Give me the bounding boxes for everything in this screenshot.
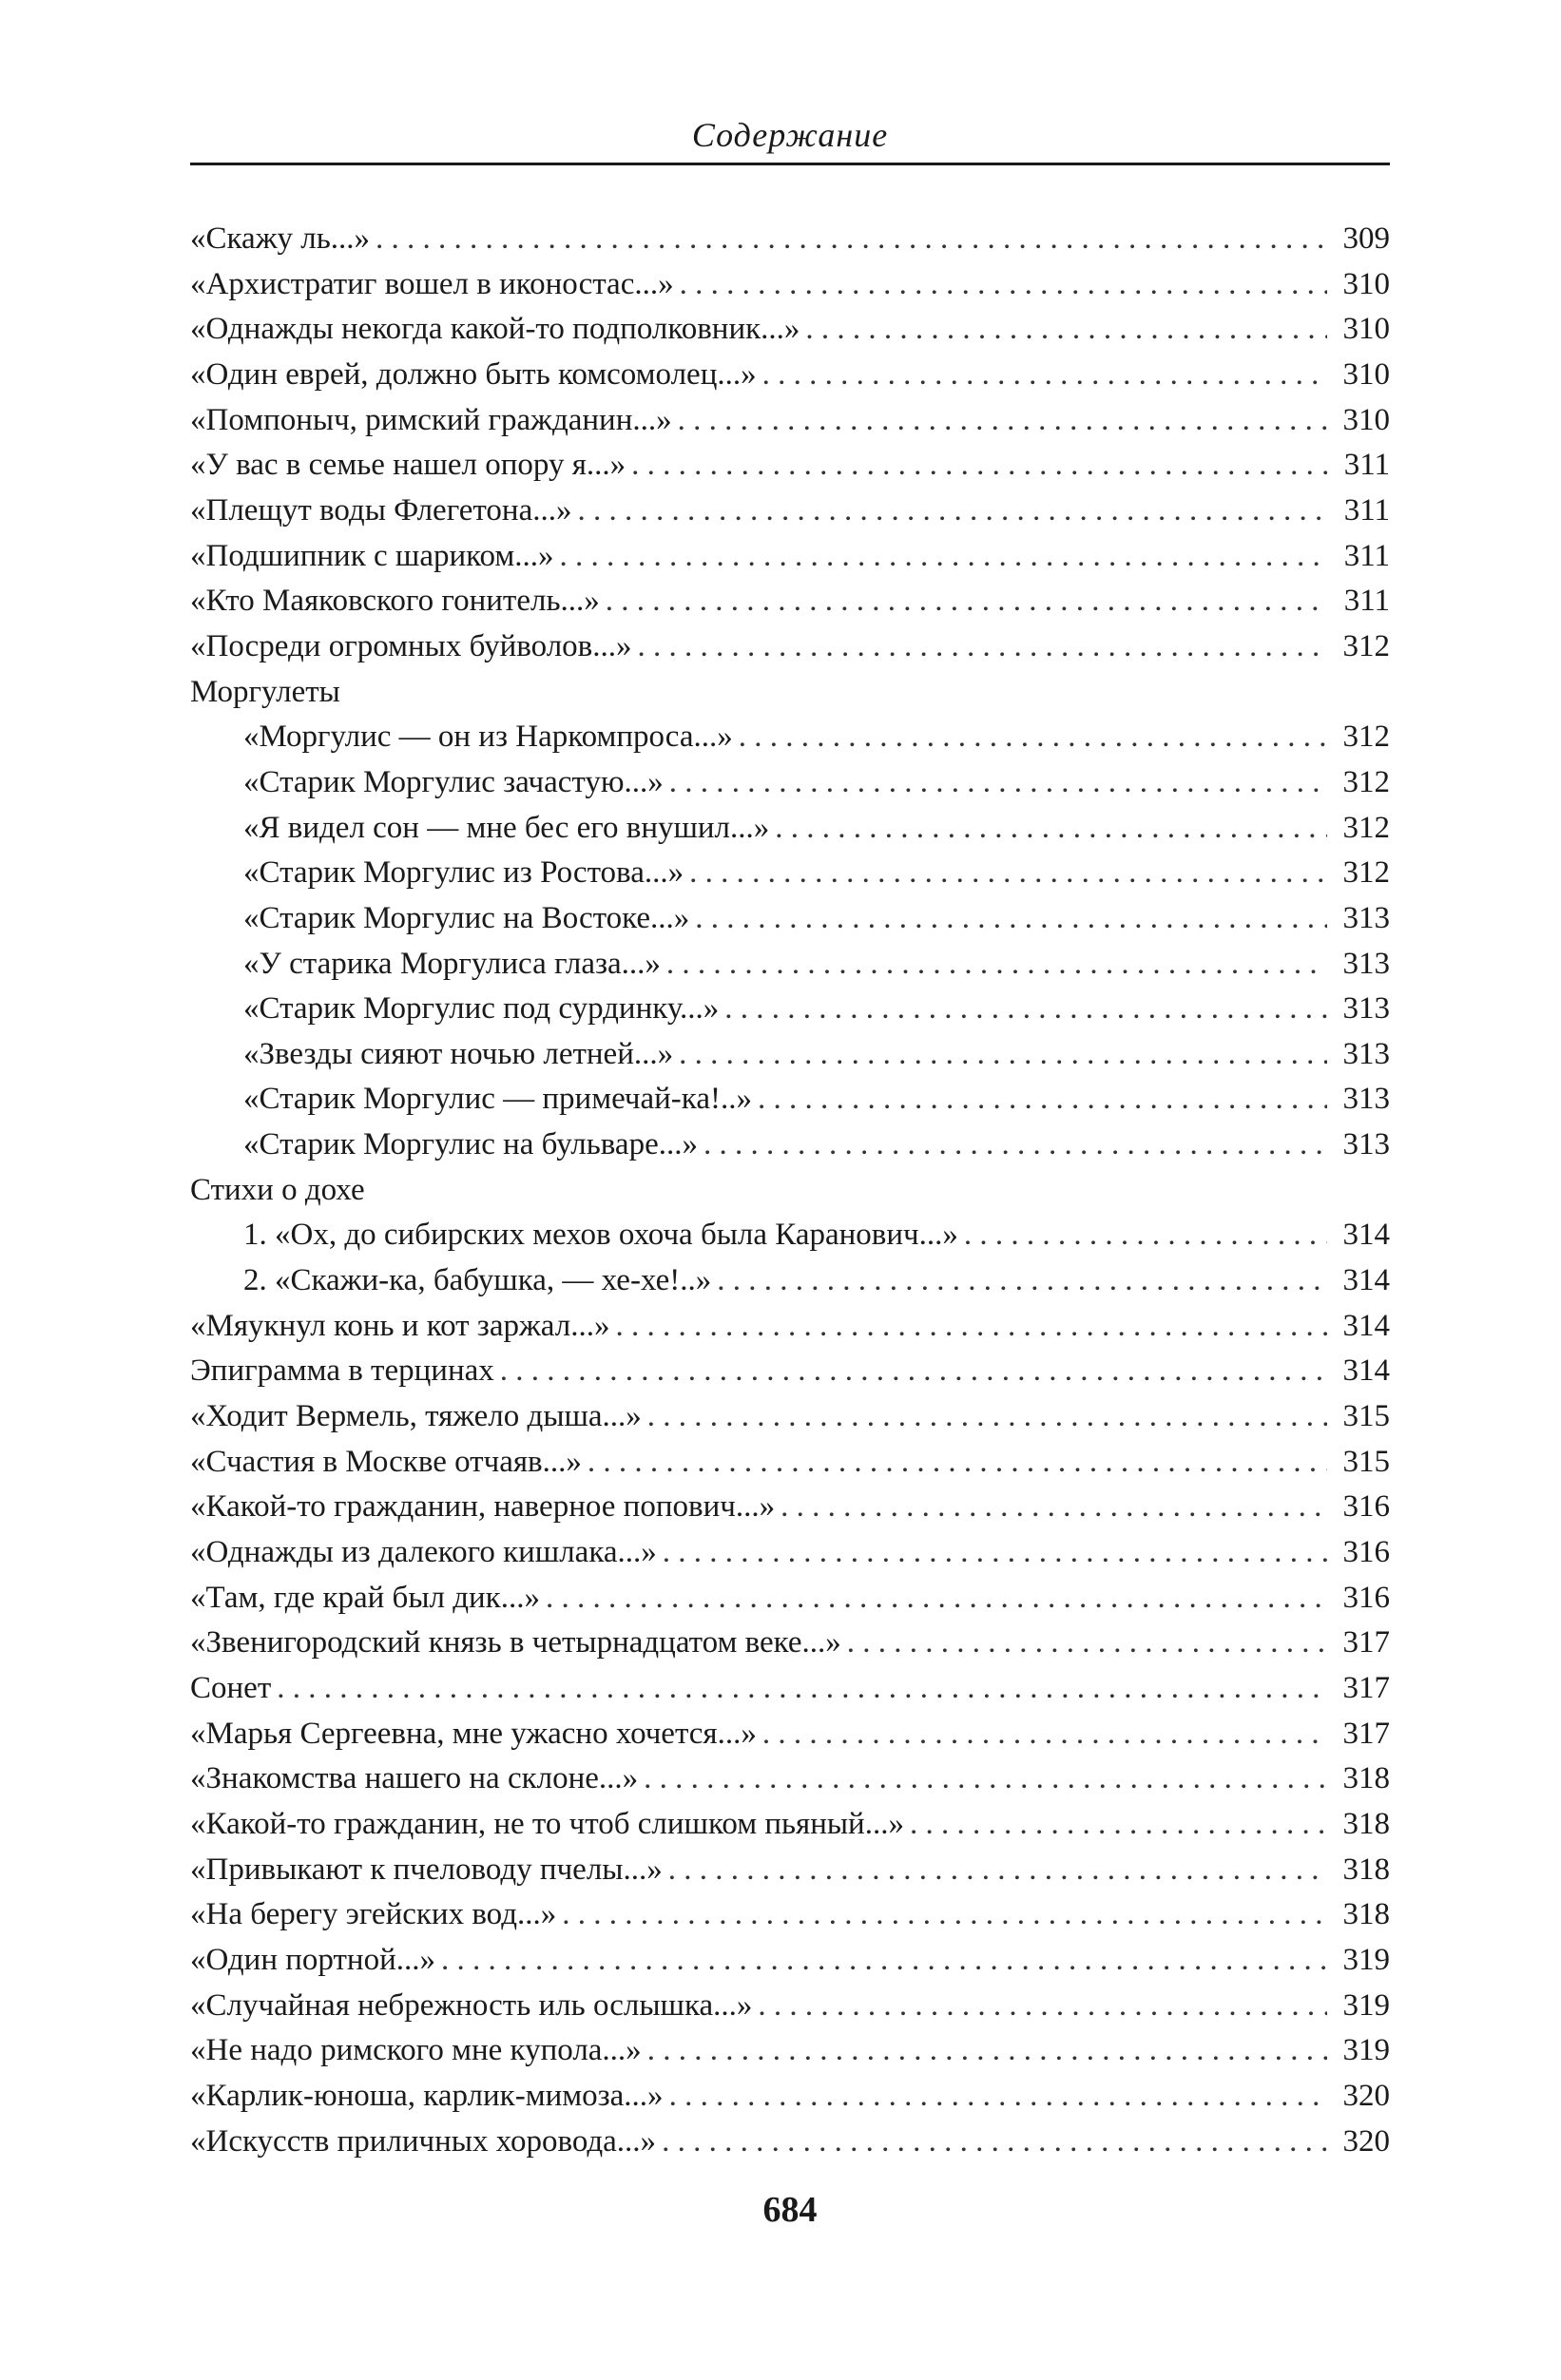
toc-entry (190, 1712, 1390, 1757)
toc-entry-page: 319 (1342, 1987, 1390, 2023)
toc-entry (190, 1848, 1390, 1893)
toc-entry-page: 313 (1342, 946, 1390, 981)
toc-entry-page: 318 (1342, 1852, 1390, 1887)
toc-dot-leader (717, 1258, 1327, 1304)
toc-entry (190, 624, 1390, 670)
toc-entry-title: Моргулеты (190, 674, 340, 709)
toc-dot-leader (606, 579, 1327, 624)
toc-entry (190, 307, 1390, 353)
toc-entry-title: «Марья Сергеевна, мне ужасно хочется...» (190, 1716, 757, 1751)
toc-entry (190, 760, 1390, 806)
toc-entry-page: 312 (1342, 764, 1390, 799)
toc-entry-title: «Скажу ль...» (190, 221, 371, 256)
toc-entry-page: 312 (1342, 855, 1390, 891)
toc-dot-leader (678, 398, 1327, 444)
toc-entry-page: 309 (1342, 221, 1390, 256)
toc-entry (190, 942, 1390, 988)
toc-dot-leader (615, 1304, 1327, 1350)
toc-entry-page: 314 (1342, 1353, 1390, 1389)
toc-entry-page: 313 (1342, 991, 1390, 1027)
toc-dot-leader (666, 942, 1327, 988)
toc-entry-title: «Знакомства нашего на склоне...» (190, 1761, 639, 1796)
toc-dot-leader (500, 1349, 1327, 1394)
toc-entry-title: «Старик Моргулис под сурдинку...» (243, 991, 720, 1027)
toc-dot-leader (559, 534, 1327, 580)
toc-dot-leader (631, 443, 1327, 489)
toc-dot-leader (647, 2028, 1327, 2074)
toc-entry-page: 310 (1342, 356, 1390, 392)
toc-entry (190, 896, 1390, 942)
toc-dot-leader (663, 1530, 1327, 1576)
toc-entry-page: 320 (1342, 2078, 1390, 2113)
toc-dot-leader (758, 1077, 1327, 1123)
toc-entry-title: «Старик Моргулис на бульваре...» (243, 1127, 698, 1162)
toc-entry-page: 319 (1342, 2033, 1390, 2068)
toc-entry-title: «Какой-то гражданин, наверное попович...» (190, 1489, 776, 1525)
toc-entry-title: «Там, где край был дик...» (190, 1580, 540, 1615)
toc-entry (190, 217, 1390, 262)
toc-entry (190, 1123, 1390, 1168)
toc-dot-leader (739, 715, 1327, 760)
toc-entry (190, 489, 1390, 534)
toc-entry (190, 1077, 1390, 1123)
toc-entry-page: 311 (1343, 448, 1390, 483)
toc-entry-title: «У вас в семье нашел опору я...» (190, 448, 626, 483)
toc-entry-title: «Помпоныч, римский гражданин...» (190, 402, 672, 437)
toc-entry-page: 311 (1343, 538, 1390, 573)
toc-dot-leader (669, 2074, 1327, 2120)
toc-entry (190, 2074, 1390, 2120)
toc-entry (190, 398, 1390, 444)
toc-entry-page: 317 (1342, 1625, 1390, 1660)
toc-entry (190, 1802, 1390, 1848)
toc-entry-page: 314 (1342, 1263, 1390, 1298)
toc-entry-page: 313 (1342, 1036, 1390, 1071)
toc-entry (190, 1530, 1390, 1576)
toc-entry-title: «Однажды из далекого кишлака...» (190, 1535, 657, 1570)
toc-entry-page: 318 (1342, 1806, 1390, 1841)
toc-section-heading (190, 670, 1390, 716)
toc-entry-page: 310 (1342, 402, 1390, 437)
toc-dot-leader (679, 1032, 1327, 1078)
toc-entry (190, 1938, 1390, 1984)
toc-entry-title: «Старик Моргулис зачастую...» (243, 764, 664, 799)
toc-entry (190, 806, 1390, 852)
toc-entry-page: 313 (1342, 1082, 1390, 1117)
toc-dot-leader (695, 896, 1327, 942)
toc-entry (190, 1394, 1390, 1440)
toc-entry (190, 262, 1390, 308)
toc-entry (190, 1984, 1390, 2029)
toc-entry-page: 310 (1342, 266, 1390, 301)
toc-entry-title: «Кто Маяковского гонитель...» (190, 584, 600, 619)
toc-dot-leader (847, 1621, 1327, 1666)
toc-entry-title: «Карлик-юноша, карлик-мимоза...» (190, 2078, 664, 2113)
toc-entry (190, 443, 1390, 489)
toc-entry-title: «Искусств приличных хоровода...» (190, 2123, 657, 2159)
toc-entry-page: 315 (1342, 1399, 1390, 1434)
toc-entry (190, 1440, 1390, 1486)
toc-entry-page: 315 (1342, 1444, 1390, 1479)
toc-entry (190, 1032, 1390, 1078)
toc-entry-page: 316 (1342, 1535, 1390, 1570)
toc-dot-leader (644, 1756, 1327, 1802)
toc-entry-page: 310 (1342, 312, 1390, 347)
toc-entry-title: 2. «Скажи-ка, бабушка, — хе-хе!..» (243, 1263, 712, 1298)
toc-entry-title: «Привыкают к пчеловоду пчелы...» (190, 1852, 663, 1887)
toc-entry-title: «Старик Моргулис — примечай-ка!..» (243, 1082, 752, 1117)
toc-dot-leader (780, 1485, 1327, 1530)
toc-entry (190, 1666, 1390, 1712)
page-number: 684 (762, 2190, 818, 2230)
toc-entry-title: «Старик Моргулис из Ростова...» (243, 855, 684, 891)
toc-entry (190, 2028, 1390, 2074)
toc-entry-page: 316 (1342, 1580, 1390, 1615)
toc-dot-leader (562, 1892, 1327, 1938)
toc-dot-leader (703, 1123, 1327, 1168)
toc-entry (190, 851, 1390, 896)
toc-entry-page: 311 (1343, 492, 1390, 528)
toc-entry (190, 1304, 1390, 1350)
toc-dot-leader (758, 1984, 1327, 2029)
toc-dot-leader (680, 262, 1327, 308)
toc-dot-leader (775, 806, 1327, 852)
toc-entry-title: «Плещут воды Флегетона...» (190, 492, 572, 528)
toc-entry-page: 319 (1342, 1942, 1390, 1977)
toc-entry (190, 1756, 1390, 1802)
toc-entry-title: «Звезды сияют ночью летней...» (243, 1036, 674, 1071)
toc-entry (190, 2120, 1390, 2165)
toc-entry-title: «Один портной...» (190, 1942, 435, 1977)
toc-entry-title: «Не надо римского мне купола...» (190, 2033, 642, 2068)
toc-entry-title: «У старика Моргулиса глаза...» (243, 946, 661, 981)
toc-dot-leader (277, 1666, 1327, 1712)
table-of-contents (190, 217, 1390, 2164)
toc-entry-title: «Архистратиг вошел в иконостас...» (190, 266, 674, 301)
toc-dot-leader (376, 217, 1327, 262)
toc-entry-title: 1. «Ох, до сибирских мехов охоча была Каранович...» (243, 1218, 958, 1253)
toc-entry-page: 318 (1342, 1897, 1390, 1932)
toc-entry-page: 312 (1342, 810, 1390, 845)
toc-dot-leader (910, 1802, 1327, 1848)
toc-entry-page: 311 (1343, 584, 1390, 619)
toc-entry (190, 1258, 1390, 1304)
toc-dot-leader (441, 1938, 1327, 1984)
toc-entry (190, 579, 1390, 624)
running-head: Содержание (691, 116, 889, 154)
toc-dot-leader (762, 353, 1327, 398)
toc-dot-leader (689, 851, 1327, 896)
toc-entry-page: 314 (1342, 1308, 1390, 1343)
toc-entry (190, 353, 1390, 398)
toc-entry (190, 1621, 1390, 1666)
toc-dot-leader (638, 624, 1328, 670)
toc-dot-leader (588, 1440, 1327, 1486)
toc-entry (190, 1213, 1390, 1258)
toc-entry-title: Стихи о дохе (190, 1172, 365, 1207)
toc-entry-title: «Однажды некогда какой-то подполковник...» (190, 312, 800, 347)
toc-entry-page: 316 (1342, 1489, 1390, 1525)
toc-entry-title: «Я видел сон — мне бес его внушил...» (243, 810, 770, 845)
toc-entry-title: Эпиграмма в терцинах (190, 1353, 494, 1389)
toc-entry-title: «Мяукнул конь и кот заржал...» (190, 1308, 610, 1343)
toc-entry-page: 317 (1342, 1671, 1390, 1705)
toc-entry-title: «Звенигородский князь в четырнадцатом веке...» (190, 1625, 841, 1660)
toc-entry-title: Сонет (190, 1671, 272, 1705)
toc-dot-leader (577, 489, 1327, 534)
toc-entry-title: «Моргулис — он из Наркомпроса...» (243, 720, 733, 755)
toc-entry (190, 1892, 1390, 1938)
header-rule (190, 163, 1390, 165)
toc-entry-page: 313 (1342, 1127, 1390, 1162)
toc-entry (190, 534, 1390, 580)
toc-dot-leader (546, 1576, 1327, 1622)
toc-entry-page: 312 (1342, 628, 1390, 663)
toc-dot-leader (724, 987, 1327, 1032)
toc-dot-leader (964, 1213, 1327, 1258)
toc-entry (190, 1485, 1390, 1530)
toc-entry-title: «На берегу эгейских вод...» (190, 1897, 557, 1932)
toc-dot-leader (668, 1848, 1327, 1893)
toc-entry (190, 1349, 1390, 1394)
toc-entry-title: «Старик Моргулис на Востоке...» (243, 900, 690, 935)
toc-dot-leader (647, 1394, 1327, 1440)
toc-dot-leader (669, 760, 1327, 806)
toc-entry-title: «Счастия в Москве отчаяв...» (190, 1444, 582, 1479)
toc-entry-page: 312 (1342, 720, 1390, 755)
toc-entry-page: 318 (1342, 1761, 1390, 1796)
toc-entry (190, 1576, 1390, 1622)
toc-section-heading (190, 1168, 1390, 1214)
toc-entry-title: «Какой-то гражданин, не то чтоб слишком пьяный...» (190, 1806, 904, 1841)
toc-entry-page: 313 (1342, 900, 1390, 935)
toc-entry-title: «Случайная небрежность иль ослышка...» (190, 1987, 753, 2023)
toc-dot-leader (762, 1712, 1327, 1757)
toc-entry-title: «Посреди огромных буйволов...» (190, 628, 632, 663)
toc-entry-page: 317 (1342, 1716, 1390, 1751)
toc-entry-page: 320 (1342, 2123, 1390, 2159)
toc-entry-title: «Подшипник с шариком...» (190, 538, 554, 573)
toc-entry-title: «Ходит Вермель, тяжело дыша...» (190, 1399, 642, 1434)
toc-dot-leader (805, 307, 1327, 353)
toc-dot-leader (662, 2120, 1327, 2165)
toc-entry (190, 987, 1390, 1032)
toc-entry-page: 314 (1342, 1218, 1390, 1253)
toc-entry (190, 715, 1390, 760)
toc-entry-title: «Один еврей, должно быть комсомолец...» (190, 356, 757, 392)
